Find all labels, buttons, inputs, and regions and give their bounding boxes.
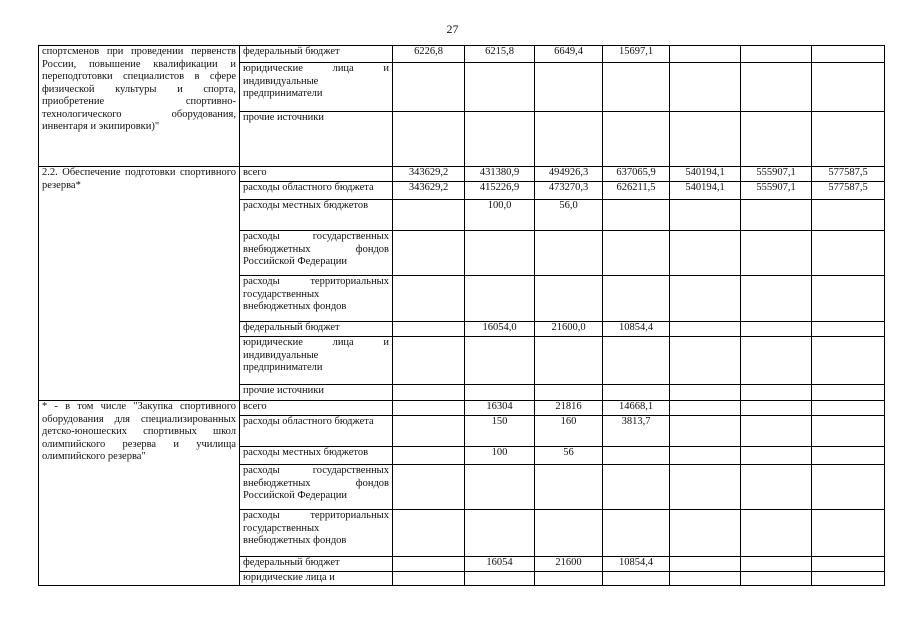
value-cell bbox=[535, 465, 603, 510]
value-cell bbox=[535, 385, 603, 401]
row-description: 2.2. Обеспечение подготовки спортивного резерва* bbox=[39, 167, 240, 401]
value-cell bbox=[741, 572, 812, 586]
funding-source: расходы областного бюджета bbox=[240, 182, 393, 200]
value-cell: 473270,3 bbox=[535, 182, 603, 200]
table-body bbox=[39, 46, 885, 586]
value-cell bbox=[670, 63, 741, 112]
value-cell bbox=[603, 200, 670, 231]
value-cell bbox=[741, 416, 812, 447]
value-cell: 100 bbox=[465, 447, 535, 465]
value-cell bbox=[393, 447, 465, 465]
value-cell: 160 bbox=[535, 416, 603, 447]
value-cell bbox=[741, 447, 812, 465]
value-cell bbox=[670, 231, 741, 276]
value-cell bbox=[812, 46, 885, 63]
value-cell bbox=[812, 572, 885, 586]
value-cell bbox=[465, 63, 535, 112]
value-cell bbox=[603, 447, 670, 465]
value-cell bbox=[670, 447, 741, 465]
value-cell: 6649,4 bbox=[535, 46, 603, 63]
value-cell: 343629,2 bbox=[393, 167, 465, 182]
value-cell: 415226,9 bbox=[465, 182, 535, 200]
value-cell bbox=[535, 112, 603, 167]
value-cell bbox=[670, 276, 741, 322]
value-cell bbox=[812, 112, 885, 167]
value-cell bbox=[741, 200, 812, 231]
value-cell: 56,0 bbox=[535, 200, 603, 231]
value-cell bbox=[465, 572, 535, 586]
funding-source: прочие источники bbox=[240, 385, 393, 401]
value-cell bbox=[812, 416, 885, 447]
value-cell: 577587,5 bbox=[812, 182, 885, 200]
value-cell bbox=[393, 276, 465, 322]
value-cell bbox=[812, 401, 885, 416]
value-cell bbox=[812, 337, 885, 385]
value-cell: 16304 bbox=[465, 401, 535, 416]
value-cell bbox=[393, 200, 465, 231]
value-cell bbox=[812, 276, 885, 322]
row-description: * - в том числе "Закупка спортивного оборудования для специализированных детско-юношеских спортивных школ олимпийского резерва и училища олимпийского резерва" bbox=[39, 401, 240, 586]
value-cell bbox=[465, 112, 535, 167]
value-cell bbox=[812, 200, 885, 231]
value-cell: 494926,3 bbox=[535, 167, 603, 182]
value-cell: 21600 bbox=[535, 557, 603, 572]
value-cell bbox=[465, 337, 535, 385]
value-cell bbox=[670, 401, 741, 416]
value-cell bbox=[670, 557, 741, 572]
value-cell bbox=[812, 63, 885, 112]
value-cell: 577587,5 bbox=[812, 167, 885, 182]
funding-source: юридические лица и индивидуальные предприниматели bbox=[240, 63, 393, 112]
value-cell bbox=[465, 385, 535, 401]
value-cell bbox=[670, 465, 741, 510]
value-cell bbox=[535, 572, 603, 586]
value-cell bbox=[393, 401, 465, 416]
value-cell bbox=[603, 510, 670, 557]
value-cell: 431380,9 bbox=[465, 167, 535, 182]
value-cell: 21600,0 bbox=[535, 322, 603, 337]
value-cell: 626211,5 bbox=[603, 182, 670, 200]
table-row bbox=[39, 46, 885, 63]
budget-table bbox=[38, 45, 885, 586]
value-cell bbox=[741, 231, 812, 276]
value-cell bbox=[603, 63, 670, 112]
funding-source: федеральный бюджет bbox=[240, 46, 393, 63]
page-number: 27 bbox=[446, 22, 459, 36]
value-cell bbox=[741, 276, 812, 322]
value-cell: 343629,2 bbox=[393, 182, 465, 200]
value-cell bbox=[670, 510, 741, 557]
funding-source: прочие источники bbox=[240, 112, 393, 167]
value-cell bbox=[393, 465, 465, 510]
value-cell bbox=[670, 46, 741, 63]
funding-source: юридические лица и bbox=[240, 572, 393, 586]
value-cell bbox=[535, 276, 603, 322]
value-cell bbox=[535, 510, 603, 557]
value-cell bbox=[741, 557, 812, 572]
value-cell bbox=[603, 112, 670, 167]
value-cell bbox=[741, 510, 812, 557]
value-cell: 16054 bbox=[465, 557, 535, 572]
funding-source: расходы территориальных государственных внебюджетных фондов bbox=[240, 276, 393, 322]
value-cell: 3813,7 bbox=[603, 416, 670, 447]
value-cell bbox=[535, 231, 603, 276]
value-cell bbox=[741, 322, 812, 337]
value-cell bbox=[465, 510, 535, 557]
table-row bbox=[39, 167, 885, 182]
value-cell: 15697,1 bbox=[603, 46, 670, 63]
value-cell bbox=[741, 337, 812, 385]
value-cell bbox=[603, 385, 670, 401]
value-cell bbox=[670, 112, 741, 167]
funding-source: всего bbox=[240, 167, 393, 182]
value-cell bbox=[812, 465, 885, 510]
value-cell bbox=[535, 63, 603, 112]
value-cell bbox=[603, 276, 670, 322]
value-cell bbox=[603, 572, 670, 586]
value-cell: 14668,1 bbox=[603, 401, 670, 416]
funding-source: юридические лица и индивидуальные предприниматели bbox=[240, 337, 393, 385]
value-cell bbox=[393, 510, 465, 557]
value-cell bbox=[741, 63, 812, 112]
value-cell bbox=[393, 416, 465, 447]
value-cell bbox=[393, 322, 465, 337]
value-cell: 555907,1 bbox=[741, 182, 812, 200]
value-cell: 637065,9 bbox=[603, 167, 670, 182]
value-cell: 150 bbox=[465, 416, 535, 447]
value-cell bbox=[741, 112, 812, 167]
funding-source: федеральный бюджет bbox=[240, 557, 393, 572]
funding-source: расходы территориальных государственных внебюджетных фондов bbox=[240, 510, 393, 557]
value-cell bbox=[393, 112, 465, 167]
value-cell bbox=[670, 337, 741, 385]
value-cell: 6215,8 bbox=[465, 46, 535, 63]
value-cell: 6226,8 bbox=[393, 46, 465, 63]
value-cell bbox=[741, 401, 812, 416]
value-cell: 21816 bbox=[535, 401, 603, 416]
value-cell bbox=[670, 572, 741, 586]
funding-source: расходы государственных внебюджетных фондов Российской Федерации bbox=[240, 465, 393, 510]
value-cell bbox=[812, 231, 885, 276]
value-cell bbox=[393, 385, 465, 401]
value-cell bbox=[741, 385, 812, 401]
value-cell bbox=[741, 46, 812, 63]
funding-source: расходы местных бюджетов bbox=[240, 200, 393, 231]
value-cell bbox=[812, 557, 885, 572]
value-cell bbox=[603, 231, 670, 276]
value-cell bbox=[393, 557, 465, 572]
value-cell bbox=[393, 572, 465, 586]
value-cell bbox=[465, 231, 535, 276]
funding-source: расходы государственных внебюджетных фондов Российской Федерации bbox=[240, 231, 393, 276]
value-cell bbox=[393, 231, 465, 276]
value-cell bbox=[603, 465, 670, 510]
value-cell bbox=[465, 276, 535, 322]
value-cell bbox=[603, 337, 670, 385]
row-description: спортсменов при проведении первенств России, повышение квалификации и переподготовки специалистов в сфере физической культуры и спорта, приобретение спортивно-технологического оборудования, инвентаря и экипировки)" bbox=[39, 46, 240, 167]
value-cell bbox=[465, 465, 535, 510]
value-cell bbox=[393, 337, 465, 385]
value-cell bbox=[393, 63, 465, 112]
value-cell: 16054,0 bbox=[465, 322, 535, 337]
table-row bbox=[39, 401, 885, 416]
value-cell bbox=[812, 510, 885, 557]
funding-source: расходы местных бюджетов bbox=[240, 447, 393, 465]
value-cell: 540194,1 bbox=[670, 167, 741, 182]
value-cell bbox=[812, 385, 885, 401]
value-cell: 10854,4 bbox=[603, 322, 670, 337]
value-cell bbox=[670, 385, 741, 401]
value-cell bbox=[670, 416, 741, 447]
value-cell: 555907,1 bbox=[741, 167, 812, 182]
value-cell: 10854,4 bbox=[603, 557, 670, 572]
value-cell bbox=[812, 447, 885, 465]
value-cell bbox=[670, 200, 741, 231]
funding-source: всего bbox=[240, 401, 393, 416]
value-cell bbox=[670, 322, 741, 337]
value-cell: 56 bbox=[535, 447, 603, 465]
funding-source: федеральный бюджет bbox=[240, 322, 393, 337]
value-cell: 100,0 bbox=[465, 200, 535, 231]
value-cell bbox=[812, 322, 885, 337]
value-cell bbox=[535, 337, 603, 385]
value-cell: 540194,1 bbox=[670, 182, 741, 200]
funding-source: расходы областного бюджета bbox=[240, 416, 393, 447]
value-cell bbox=[741, 465, 812, 510]
